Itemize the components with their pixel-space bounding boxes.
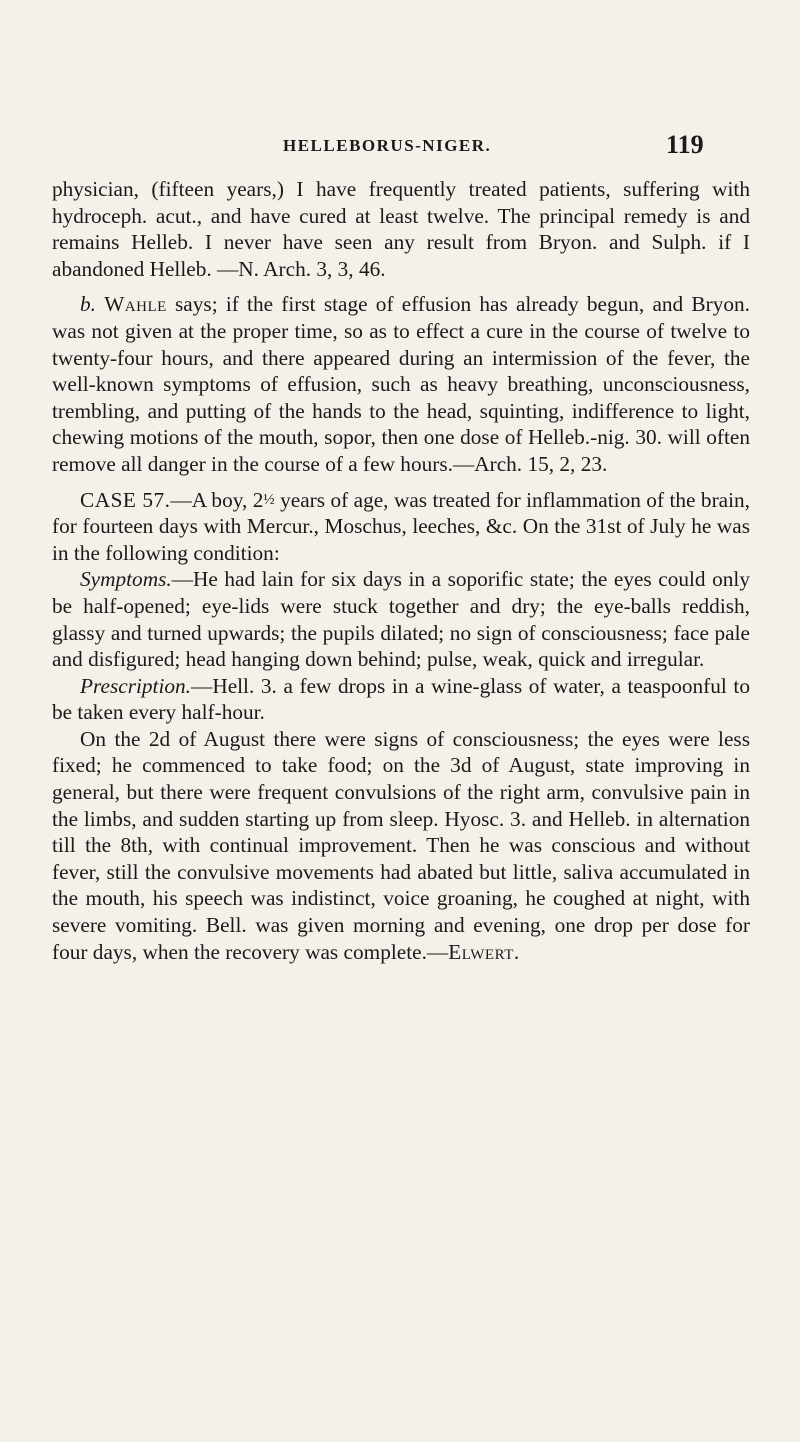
running-title: HELLEBORUS-NIGER. (283, 136, 492, 155)
paragraph-2-author: Wahle (104, 292, 167, 317)
paragraph-5-text: —Hell. 3. a few drops in a wine-glass of water, a teaspoonful to be taken every half-hour. (52, 673, 750, 725)
paragraph-3 (52, 487, 750, 567)
paragraph-3-text-a: —A boy, 2 (170, 487, 264, 512)
prescription-heading: Prescription. (80, 673, 192, 698)
paragraph-2 (52, 291, 750, 477)
fraction: ½ (263, 491, 275, 508)
page-header (0, 128, 800, 168)
paragraph-6-author: Elwert. (448, 939, 520, 964)
paragraph-6-text: On the 2d of August there were signs of consciousness; the eyes were less fixed; he commenced to take food; on the 3d of August, state improving in general, but there were frequent convulsions of the right arm, convulsive pain in the limbs, and sudden starting up from sleep. Hyosc. 3. and Helleb. in alternation till the 8th, with continual improvement. Then he was conscious and without fever, still the convulsive movements had abated but little, saliva accumulated in the mouth, his speech was indistinct, voice groaning, he coughed at night, with severe vomiting. Bell. was given morning and evening, one drop per dose for four days, when the recovery was complete.— (52, 726, 750, 964)
case-heading: CASE 57. (80, 487, 171, 512)
paragraph-4 (52, 566, 750, 672)
paragraph-4-text: —He had lain for six days in a soporific state; the eyes could only be half-opened; eye-lids were stuck together and dry; the eye-balls reddish, glassy and turned upwards; the pupils dilated; no sign of consciousness; face pale and disfigured; head hanging down behind; pulse, weak, quick and irregular. (52, 567, 750, 672)
paragraph-2-label: b. (80, 292, 96, 317)
paragraph-1 (52, 176, 750, 282)
paragraph-5 (52, 673, 750, 726)
page-number: 119 (666, 130, 704, 159)
paragraph-6 (52, 726, 750, 965)
paragraph-2-text: says; if the first stage of effusion has already begun, and Bryon. was not given at the proper time, so as to effect a cure in the course of twelve to twenty-four hours, and there appeared during an intermission of the fever, the well-known symptoms of effusion, such as heavy breathing, unconsciousness, trembling, and putting of the hands to the head, squinting, indifference to light, chewing motions of the mouth, sopor, then one dose of Helleb.-nig. 30. will often remove all danger in the course of a few hours.—Arch. 15, 2, 23. (52, 292, 750, 476)
paragraph-1-text: physician, (fifteen years,) I have frequently treated patients, suffering with hydroceph. acut., and have cured at least twelve. The principal remedy is and remains Helleb. I never have seen any result from Bryon. and Sulph. if I abandoned Helleb. —N. Arch. 3, 3, 46. (52, 177, 750, 281)
body-text (52, 176, 750, 965)
symptoms-heading: Symptoms. (80, 567, 172, 592)
paragraph-3-text-b: years of age, was treated for inflammation of the brain, for fourteen days with Mercur., Moschus, leeches, &c. On the 31st of July he was in the following condition: (52, 487, 750, 565)
